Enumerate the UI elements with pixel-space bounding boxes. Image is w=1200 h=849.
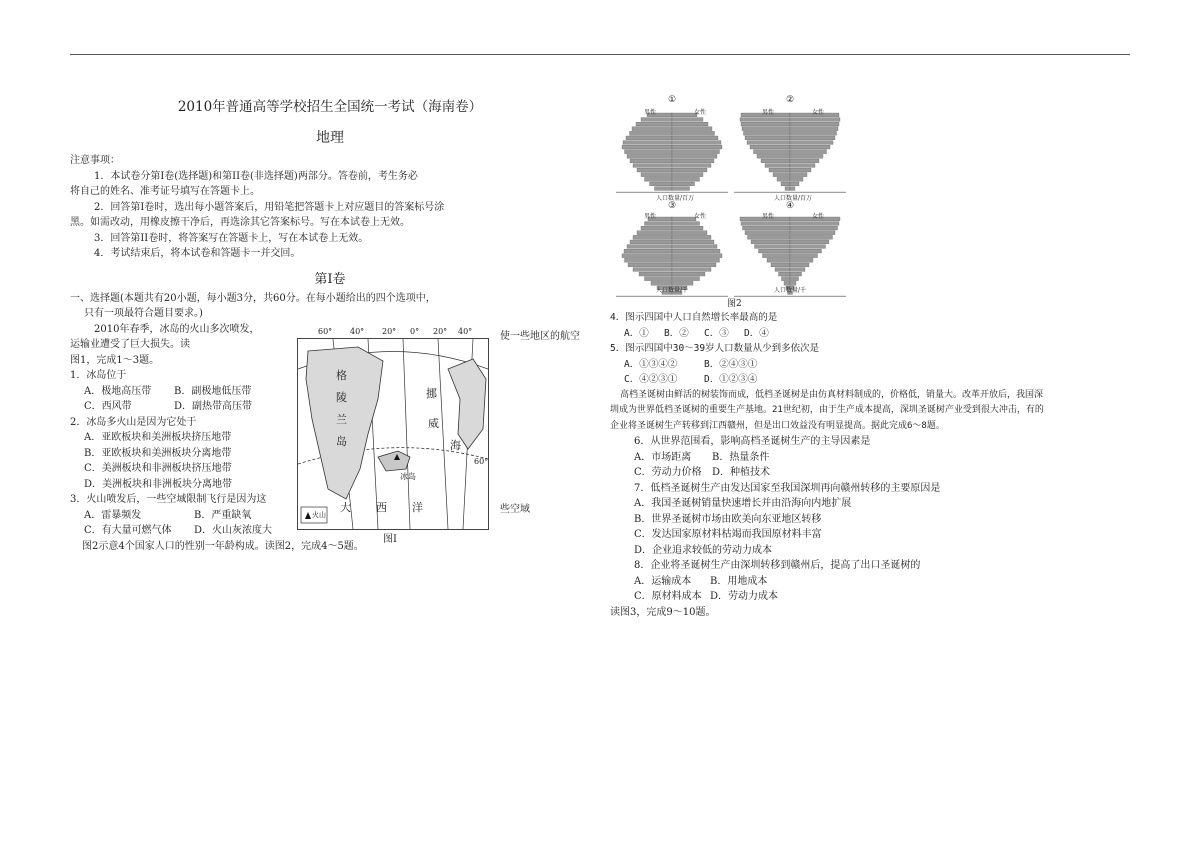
option: C．劳动力价格 [634, 467, 702, 478]
pyramid-bar [790, 127, 838, 131]
pyramid-bar [790, 177, 803, 181]
lon-tick: 40° [458, 327, 473, 336]
pyramid-bar [641, 118, 672, 122]
pyramid-bar [790, 235, 833, 239]
axis-label: 人口数量/千 [656, 287, 689, 294]
pyramid-bar [633, 164, 672, 168]
subject-title: 地理 [316, 130, 344, 146]
pyramid-bar [742, 127, 790, 131]
passage-line: 企业将圣诞树生产转移到江西赣州，但是出口效益没有明显提高。据此完成6～8题。 [610, 420, 945, 431]
pyramid-bar [628, 263, 672, 267]
question-5-options [610, 357, 1170, 373]
pyramid-bar [650, 182, 673, 186]
pyramid-bar [759, 249, 791, 253]
option: A．极地高压带 [84, 385, 152, 397]
passage-line: 高档圣诞树由鲜活的树装饰而成，低档圣诞树是由仿真材料制成的，价格低，销量大。改革开放后，我国深 [620, 389, 1044, 400]
option: C．发达国家原材料枯竭而我国原材料丰富 [634, 529, 822, 540]
pyramid-bar [672, 154, 717, 158]
pyramid-bar [672, 258, 720, 262]
pyramid-bar [655, 187, 673, 191]
pyramid-bar [672, 263, 716, 267]
option: D．①②③④ [704, 374, 758, 385]
option: B．世界圣诞树市场由欧美向东亚地区转移 [634, 513, 822, 525]
pyramid-bar [748, 235, 791, 239]
pyramid-bar [625, 258, 673, 262]
pyramid-bar [627, 245, 672, 249]
question-5-stem: 5．图示四国中30～39岁人口数量从少到多依次是 [610, 343, 820, 354]
lon-tick: 40° [350, 327, 365, 336]
pyramid-bar [743, 226, 791, 230]
pyramid-bar [637, 168, 672, 172]
pyramid-bar [790, 131, 837, 135]
note-line: 4．考试结束后，将本试卷和答题卡一并交回。 [94, 248, 301, 259]
pyramid-bar [639, 272, 672, 276]
notes-heading: 注意事项： [70, 155, 120, 166]
pyramid-bar [672, 122, 708, 126]
panel-label: ③ [668, 201, 677, 211]
pyramid-bar [633, 268, 672, 272]
lon-tick: 20° [382, 327, 397, 336]
pyramid-bar [740, 118, 790, 122]
pyramid-bar [745, 231, 790, 235]
panel-label: ① [668, 95, 677, 105]
panel-label: ④ [786, 201, 795, 211]
pyramid-bar [790, 258, 813, 262]
question-4-stem: 4．图示四国中人口自然增长率最高的是 [610, 312, 778, 323]
figure2-intro: 图2示意4个国家人口的性别一年龄构成。读图2，完成4～5题。 [82, 540, 364, 552]
pyramid-bar [790, 240, 829, 244]
pyramid-bar [633, 235, 672, 239]
pyramid-bar [672, 187, 690, 191]
figure-1-map [297, 327, 489, 530]
map-label: 挪 [426, 387, 437, 400]
option: A．① [624, 327, 649, 339]
option: D．④ [744, 327, 769, 339]
pyramid-bar [645, 277, 673, 281]
option: C．④②③① [624, 374, 678, 385]
question-8-options [610, 589, 1170, 605]
pyramid-bar [672, 141, 721, 145]
female-label: 女性 [694, 213, 707, 220]
pyramid-bar [790, 136, 835, 140]
pyramid-bar [645, 222, 673, 226]
male-label: 男性 [644, 213, 657, 220]
pyramid-bar [623, 141, 672, 145]
pyramid-bar [672, 222, 700, 226]
pyramid-bar [672, 173, 703, 177]
pyramid-bar [790, 154, 823, 158]
option: B．亚欧板块和美洲板块分离地带 [84, 447, 232, 459]
pyramid-bar [769, 168, 790, 172]
pyramid-bar [636, 122, 672, 126]
pyramid-bar [790, 245, 826, 249]
exam-title: 2010年普通高等学校招生全国统一考试（海南卷） [177, 99, 483, 115]
pyramid-bar [625, 150, 673, 154]
male-label: 男性 [762, 109, 775, 116]
pyramid-bar [755, 245, 791, 249]
question-6-options [610, 465, 1170, 481]
map-label: 格 [336, 369, 347, 382]
option: C．美洲板块和非洲板块挤压地带 [84, 463, 232, 474]
option: A．①③④② [624, 358, 678, 370]
pyramid-bar [750, 145, 790, 149]
map-label: 洋 [412, 501, 423, 514]
question-4-options [610, 326, 1170, 342]
pyramid-bar [790, 268, 805, 272]
option: C．③ [704, 327, 729, 339]
pyramid-bar [672, 164, 711, 168]
pyramid-bar [645, 177, 673, 181]
pyramid-bar [632, 127, 672, 131]
option: B．热量条件 [712, 451, 770, 463]
male-label: 男性 [762, 213, 775, 220]
pyramid-bar [790, 231, 835, 235]
pyramid-bar [672, 249, 720, 253]
pyramid-bar [672, 145, 722, 149]
pyramid-bar [781, 182, 790, 186]
pyramid-bar [790, 182, 799, 186]
section-intro: 一、选择题(本题共有20小题，每小题3分，共60分。在每小题给出的四个选项中， [70, 292, 436, 304]
female-label: 女性 [812, 109, 825, 116]
note-line: 黑。如需改动，用橡皮擦干净后，再选涂其它答案标号。写在本试卷上无效。 [70, 217, 410, 228]
note-line: 将自己的姓名、准考证号填写在答题卡上。 [70, 186, 260, 197]
pyramid-bar [773, 173, 790, 177]
map-label-iceland: 冰岛 [400, 472, 416, 481]
pyramid-bar [777, 177, 790, 181]
pyramid-bar [672, 272, 705, 276]
question-3-stem: 3．火山喷发后，一些空域限制飞行是因为这 [70, 494, 267, 505]
passage-line: 图1，完成1～3题。 [70, 354, 160, 366]
option: D．火山灰浓度大 [194, 525, 273, 536]
option: A．雷暴频发 [84, 509, 142, 521]
question-7-stem: 7．低档圣诞树生产由发达国家至我国深圳再向赣州转移的主要原因是 [634, 482, 941, 494]
map-label: 岛 [336, 435, 347, 448]
pyramid-bar [782, 277, 791, 281]
map-graphic [298, 339, 488, 529]
figure3-intro: 读图3，完成9～10题。 [610, 606, 716, 618]
pyramid-bar [672, 159, 714, 163]
pyramid-bar [771, 263, 790, 267]
passage-line: 运输业遭受了巨大损失。读 [70, 339, 190, 350]
question-6-stem: 6．从世界范围看，影响高档圣诞树生产的主导因素是 [634, 436, 871, 447]
pyramid-bar [763, 254, 791, 258]
pyramid-bar [626, 136, 672, 140]
pyramid-bar [790, 145, 830, 149]
passage-line: 圳成为世界低档圣诞树的重要生产基地。21世纪初，由于生产成本提高，深圳圣诞树产业受到很大冲击，有的 [610, 405, 1044, 415]
pyramid-bar [790, 226, 838, 230]
pyramid-bar [790, 272, 802, 276]
pyramid-bar [790, 277, 799, 281]
option: D．副热带高压带 [174, 401, 253, 412]
top-rule [70, 54, 1130, 55]
question-1-stem: 1．冰岛位于 [70, 370, 127, 381]
lon-tick: 0° [410, 327, 420, 336]
pyramid-bar [790, 222, 839, 226]
figure-2-caption: 图2 [727, 299, 742, 309]
pyramid-bar [754, 150, 791, 154]
pyramid-bar [790, 122, 839, 126]
map-label: 大 [340, 501, 351, 514]
pyramid-bar [744, 131, 791, 135]
pyramid-bar [672, 127, 712, 131]
question-8-options [610, 574, 1170, 590]
pyramid-bar [790, 173, 807, 177]
question-5-options [610, 372, 1170, 388]
question-6-options [610, 450, 1170, 466]
axis-label: 人口数量/百万 [774, 195, 813, 202]
option: C．西风带 [84, 401, 132, 412]
pyramid-bar [790, 141, 833, 145]
pyramid-bar [741, 222, 790, 226]
map-label: 西 [376, 501, 387, 514]
pyramid-bar [672, 245, 717, 249]
right-column [610, 310, 1170, 620]
pyramid-bar [775, 268, 790, 272]
option: B．② [664, 327, 689, 339]
pyramid-bar [641, 173, 672, 177]
map-label: 陵 [336, 391, 347, 404]
pyramid-bar [672, 150, 720, 154]
pyramid-bar [641, 226, 672, 230]
option: A．运输成本 [634, 575, 692, 587]
option: B．副极地低压带 [174, 385, 252, 397]
figure-2-pyramids [612, 95, 852, 300]
panel-label: ② [786, 95, 795, 105]
axis-label: 人口数量/千 [774, 287, 807, 294]
pyramid-bar [630, 131, 673, 135]
pyramid-bar [637, 231, 672, 235]
pyramid-bar [790, 150, 827, 154]
pyramid-bar [785, 187, 790, 191]
female-label: 女性 [694, 109, 707, 116]
pyramid-bar [790, 118, 840, 122]
note-line: 2．回答第I卷时，选出每小题答案后，用铅笔把答题卡上对应题目的答案标号涂 [94, 201, 445, 213]
option: D．企业追求较低的劳动力成本 [634, 544, 773, 556]
pyramid-bar [630, 159, 672, 163]
option: D．美洲板块和非洲板块分离地带 [84, 478, 233, 490]
lon-tick: 20° [433, 327, 448, 336]
pyramid-bar [761, 159, 790, 163]
pyramid-bar [672, 268, 711, 272]
pyramid-bar [745, 136, 790, 140]
pyramid-bar [765, 164, 790, 168]
option: A．亚欧板块和美洲板块挤压地带 [84, 432, 232, 443]
option: D．种植技术 [712, 467, 771, 478]
pyramid-bar [672, 231, 707, 235]
lon-tick: 60° [318, 327, 333, 336]
axis-label: 人口数量/百万 [656, 195, 695, 202]
option: B．②④③① [704, 358, 758, 370]
question-2-stem: 2．冰岛多火山是因为它处于 [70, 416, 197, 428]
pyramid-bar [672, 136, 718, 140]
pyramid-bar [790, 159, 819, 163]
pyramid-bar [672, 177, 700, 181]
pyramid-bar [672, 118, 703, 122]
map-legend-label: 火山 [312, 511, 326, 519]
pyramid-bar [672, 226, 703, 230]
pyramid-bar [790, 249, 822, 253]
passage-line: 使一些地区的航空 [500, 331, 580, 342]
pyramid-bar [790, 263, 809, 267]
pyramid-bar [790, 168, 811, 172]
pyramid-bar [672, 254, 722, 258]
map-label: 海 [450, 439, 461, 452]
pyramid-bar [672, 277, 700, 281]
pyramid-bar [672, 217, 696, 221]
pyramid-bar [672, 168, 707, 172]
pyramid-bar [741, 122, 790, 126]
note-line: 1．本试卷分第I卷(选择题)和第II卷(非选择题)两部分。答卷前，考生务必 [94, 170, 418, 182]
pyramid-bar [630, 240, 672, 244]
map-label: 威 [428, 417, 439, 430]
pyramid-bar [672, 235, 711, 239]
pyramid-graphic [612, 95, 852, 300]
female-label: 女性 [812, 213, 825, 220]
male-label: 男性 [644, 109, 657, 116]
option: C．原材料成本 [634, 591, 702, 602]
option: B．用地成本 [710, 575, 768, 587]
pyramid-bar [672, 182, 695, 186]
option: A．市场距离 [634, 451, 692, 463]
option: B．严重缺氧 [194, 509, 252, 521]
passage-line: 2010年春季，冰岛的火山多次喷发， [94, 323, 260, 335]
part1-heading: 第I卷 [314, 271, 346, 287]
pyramid-bar [779, 272, 791, 276]
section-intro: 只有一项最符合题目要求。) [84, 308, 203, 319]
pyramid-bar [622, 254, 672, 258]
pyramid-bar [767, 258, 790, 262]
option: D．劳动力成本 [710, 591, 779, 602]
question-8-stem: 8．企业将圣诞树生产由深圳转移到赣州后，提高了出口圣诞树的 [634, 560, 921, 571]
pyramid-bar [624, 249, 672, 253]
map-label: 兰 [336, 413, 347, 426]
figure-1-caption: 图I [383, 534, 397, 545]
question-3-stem-continued: 些空域 [500, 504, 530, 515]
lat-tick: 60° [474, 457, 489, 466]
pyramid-bar [622, 145, 672, 149]
pyramid-bar [790, 187, 795, 191]
pyramid-bar [757, 154, 790, 158]
note-line: 3．回答第II卷时，将答案写在答题卡上，写在本试卷上无效。 [94, 232, 369, 244]
pyramid-bar [672, 131, 715, 135]
pyramid-bar [790, 254, 818, 258]
option: C．有大量可燃气体 [84, 525, 172, 536]
option: A．我国圣诞树销量快速增长并由沿海向内地扩展 [634, 498, 852, 509]
pyramid-bar [747, 141, 790, 145]
pyramid-bar [672, 240, 714, 244]
pyramid-bar [751, 240, 790, 244]
pyramid-bar [790, 164, 815, 168]
pyramid-bar [627, 154, 672, 158]
